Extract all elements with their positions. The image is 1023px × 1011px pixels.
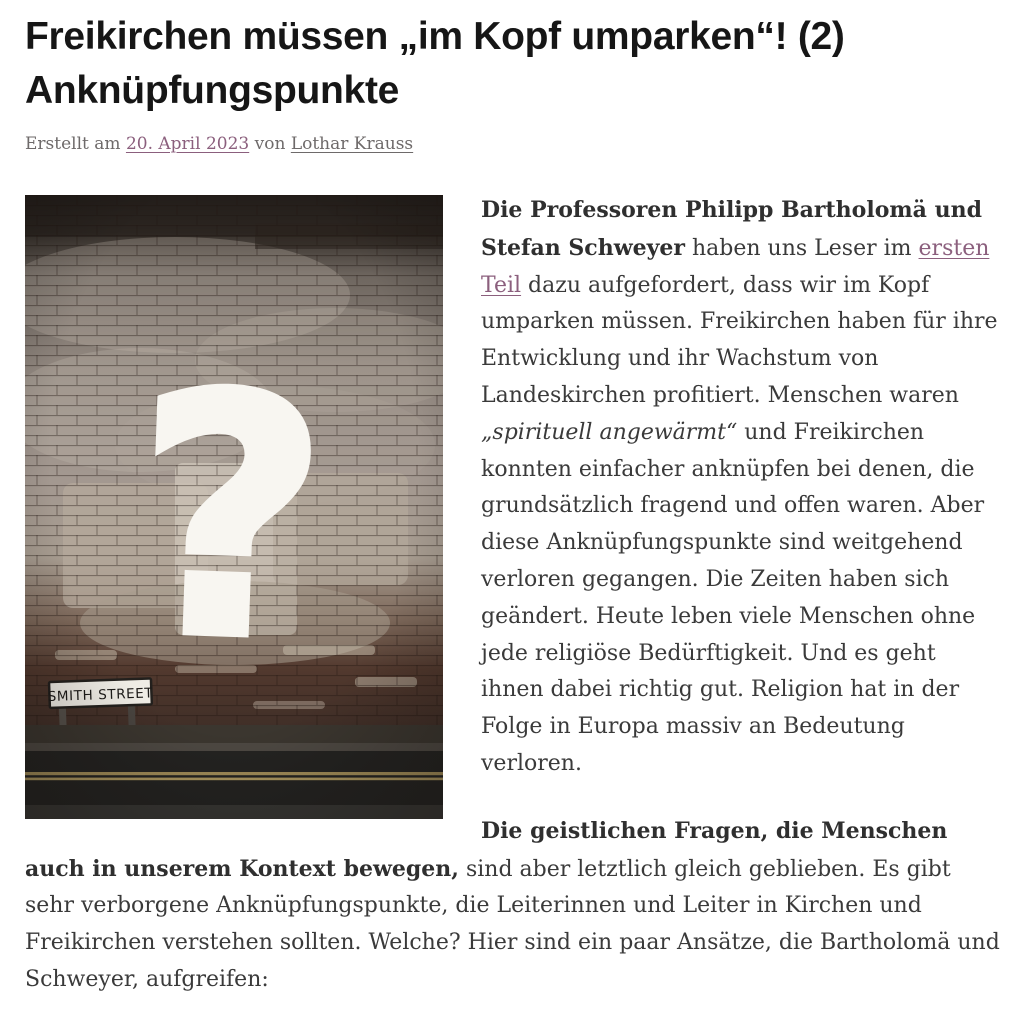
paragraph-1-text: haben uns Leser im: [685, 235, 919, 261]
post-date-link[interactable]: 20. April 2023: [125, 134, 250, 154]
brick-wall-illustration: [25, 195, 443, 819]
byline: [25, 134, 1000, 154]
byline-connector: von: [254, 134, 286, 154]
erster-teil-link[interactable]: ersten Teil: [481, 235, 990, 298]
paragraph-1-text: dazu aufgefordert, dass wir im Kopf umparken müssen. Freikirchen haben für ihre Entwicklung und ihr Wachstum von Landeskirchen profitiert. Menschen waren: [481, 272, 998, 408]
paragraph-2-text: sind aber letztlich gleich geblieben. Es gibt sehr verborgene Anknüpfungspunkte, die Leiterinnen und Leiter in Kirchen und Freikirchen verstehen sollten. Welche? Hier sind ein paar Ansätze, die Bartholomä und Schweyer, aufgreifen:: [25, 856, 1000, 992]
paragraph-2-bold-lead: Die geistlichen Fragen, die Menschen auch in unserem Kontext bewegen,: [25, 817, 948, 882]
article-body: [25, 192, 1000, 999]
byline-prefix: Erstellt am: [25, 134, 121, 154]
question-mark-wall-photo: [25, 195, 443, 819]
paragraph-1-text: und Freikirchen konnten einfacher anknüpfen bei denen, die grundsätzlich fragend und offen waren. Aber diese Anknüpfungspunkte sind weitgehend verloren gegangen. Die Zeiten haben sich geändert. Heute leben viele Menschen ohne jede religiöse Bedürftigkeit. Und es geht ihnen dabei richtig gut. Religion hat in der Folge in Europa massiv an Bedeutung verloren.: [481, 419, 985, 776]
paragraph-2: [25, 813, 1000, 999]
page-title: Freikirchen müssen „im Kopf umparken“! (2) Anknüpfungspunkte: [25, 15, 845, 112]
paragraph-1-italic-quote: „spirituell angewärmt“: [481, 419, 738, 445]
paragraph-1-bold-lead: Die Professoren Philipp Bartholomä und Stefan Schweyer: [481, 197, 982, 261]
author-link[interactable]: Lothar Krauss: [290, 134, 414, 154]
